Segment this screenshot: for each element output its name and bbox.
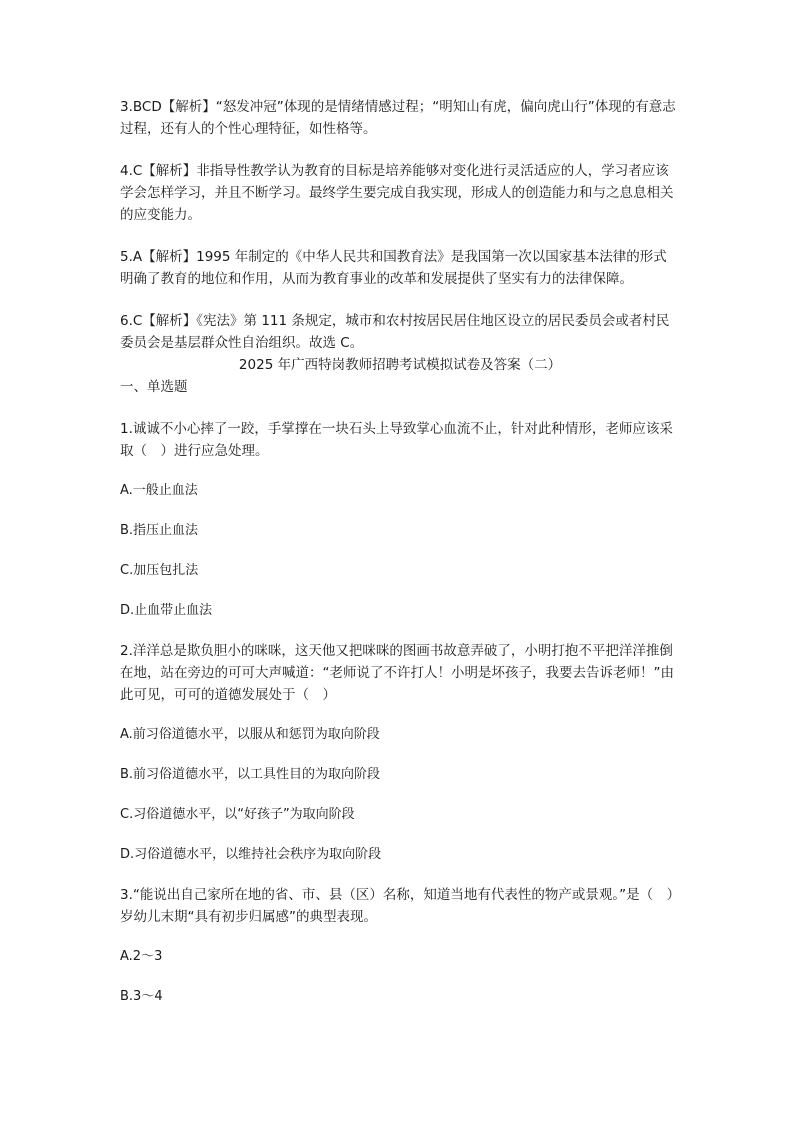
- question-2-option-d: D.习俗道德水平，以维持社会秩序为取向阶段: [120, 847, 382, 862]
- answer-explanation-3: 3.BCD【解析】“怒发冲冠”体现的是情绪情感过程；“明知山有虎，偏向虎山行”体现的有意志过程，还有人的个性心理特征，如性格等。: [120, 99, 676, 137]
- question-1-option-d: D.止血带止血法: [120, 603, 213, 618]
- question-3-option-b: B.3～4: [120, 989, 163, 1004]
- question-1-option-b: B.指压止血法: [120, 523, 199, 538]
- question-2-stem: 2.洋洋总是欺负胆小的咪咪，这天他又把咪咪的图画书故意弄破了，小明打抱不平把洋洋推倒在地，站在旁边的可可大声喊道：“老师说了不许打人！小明是坏孩子，我要去告诉老师！”由此可见，可可的道德发展处于（ ）: [120, 643, 674, 703]
- answer-explanation-6: 6.C【解析】《宪法》第 111 条规定，城市和农村按居民居住地区设立的居民委员会或者村民委员会是基层群众性自治组织。故选 C。: [120, 313, 670, 351]
- document-body: [120, 96, 680, 1026]
- question-2-option-b: B.前习俗道德水平，以工具性目的为取向阶段: [120, 767, 381, 782]
- question-2-option-c: C.习俗道德水平，以“好孩子”为取向阶段: [120, 807, 355, 822]
- question-2-option-a: A.前习俗道德水平，以服从和惩罚为取向阶段: [120, 727, 380, 742]
- exam-title: 2025 年广西特岗教师招聘考试模拟试卷及答案（二）: [238, 357, 562, 373]
- question-3-option-a: A.2～3: [120, 949, 163, 964]
- question-1-stem: 1.诚诚不小心摔了一跤，手掌撑在一块石头上导致掌心血流不止，针对此种情形，老师应该采取（ ）进行应急处理。: [120, 421, 673, 459]
- answer-explanation-5: 5.A【解析】1995 年制定的《中华人民共和国教育法》是我国第一次以国家基本法律的形式明确了教育的地位和作用，从而为教育事业的改革和发展提供了坚实有力的法律保障。: [120, 249, 667, 287]
- answer-explanation-4: 4.C【解析】非指导性教学认为教育的目标是培养能够对变化进行灵活适应的人，学习者应该学会怎样学习，并且不断学习。最终学生要完成自我实现，形成人的创造能力和与之息息相关的应变能力。: [120, 163, 674, 223]
- question-1-option-c: C.加压包扎法: [120, 563, 199, 578]
- section-title: 一、单选题: [120, 379, 188, 395]
- question-1-option-a: A.一般止血法: [120, 483, 198, 498]
- question-3-stem: 3.“能说出自己家所在地的省、市、县（区）名称，知道当地有代表性的物产或景观。”是（ ）岁幼儿末期“具有初步归属感”的典型表现。: [120, 887, 674, 925]
